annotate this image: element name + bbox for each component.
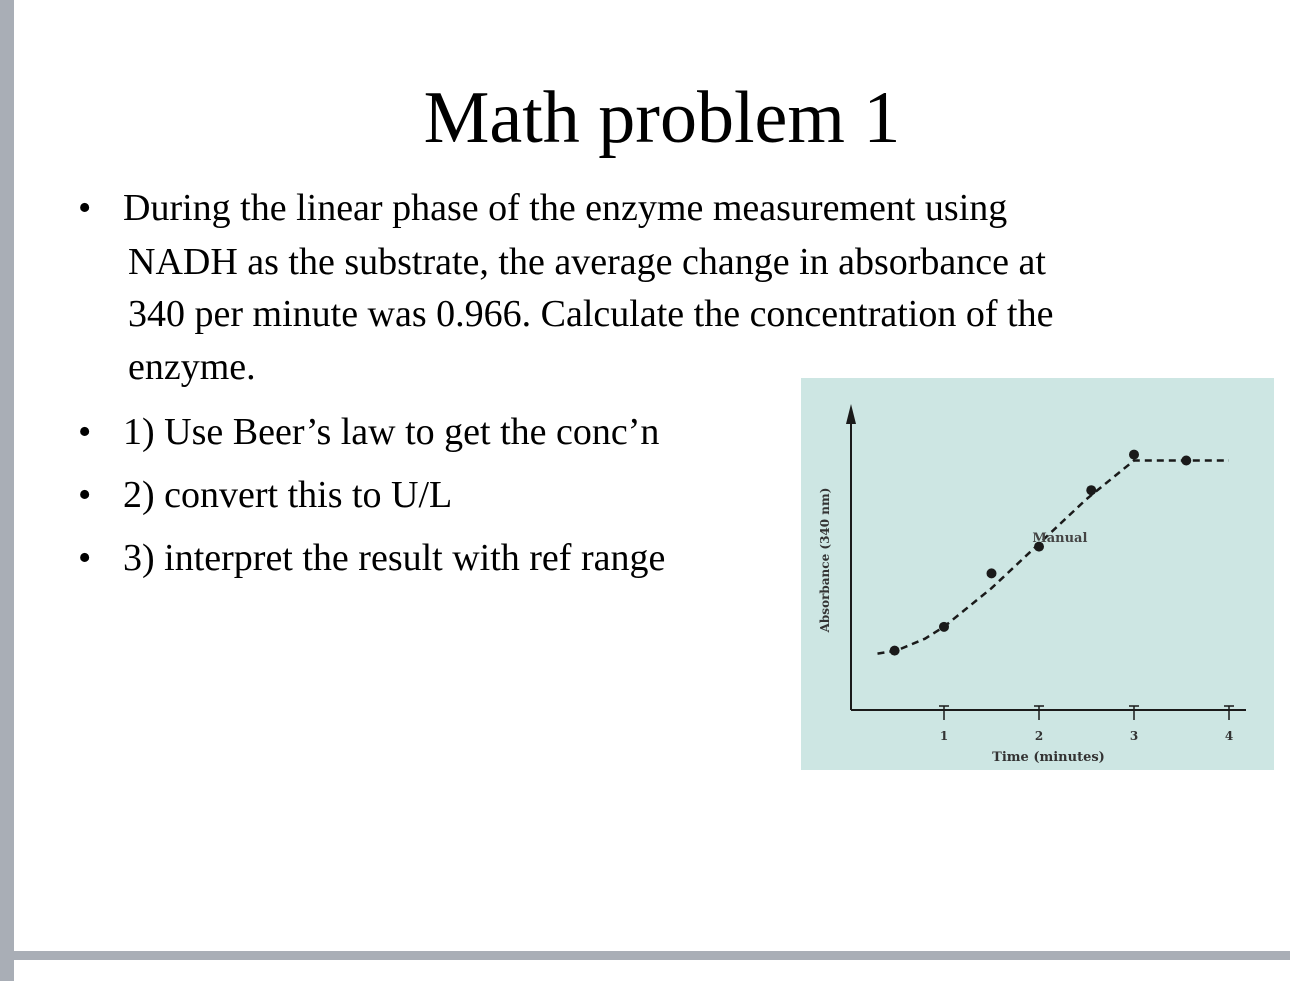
x-tick-label: 1	[939, 729, 949, 743]
bullet-item-1-line-1: During the linear phase of the enzyme measurement using	[123, 187, 1008, 229]
x-axis-label: Time (minutes)	[992, 750, 1105, 765]
data-point	[1129, 450, 1139, 460]
x-tick-label: 4	[1224, 729, 1234, 743]
bullet-item-3-text: 2) convert this to U/L	[123, 474, 453, 516]
x-tick-label: 2	[1034, 729, 1044, 743]
chart-canvas	[801, 378, 1274, 770]
chart-axes	[846, 404, 1246, 720]
x-tick-label: 3	[1129, 729, 1139, 743]
y-axis-arrow	[846, 404, 856, 424]
data-point	[939, 622, 949, 632]
chart-curve-layer	[878, 461, 1230, 654]
bullet-item-2-text: 1) Use Beer’s law to get the conc’n	[123, 411, 660, 453]
slide-bottom-border	[14, 951, 1290, 960]
bullet-item-1-line-2: NADH as the substrate, the average change in absorbance at	[128, 241, 1046, 283]
bullet-glyph: •	[78, 537, 92, 579]
bullet-glyph: •	[78, 187, 92, 229]
slide-title: Math problem 1	[423, 77, 901, 159]
chart-annotation-manual: Manual	[1032, 531, 1088, 547]
data-point	[1086, 485, 1096, 495]
bullet-item-1-line-4: enzyme.	[128, 346, 256, 388]
bullet-glyph: •	[78, 411, 92, 453]
chart-points-layer	[890, 450, 1192, 656]
data-point	[890, 646, 900, 656]
chart-text-layer	[818, 488, 1233, 765]
data-point	[987, 568, 997, 578]
data-point	[1181, 456, 1191, 466]
bullet-item-1-line-3: 340 per minute was 0.966. Calculate the concentration of the	[128, 293, 1054, 335]
fitted-curve-dashed	[878, 461, 1230, 654]
bullet-glyph: •	[78, 474, 92, 516]
absorbance-chart	[801, 378, 1274, 770]
bullet-item-4-text: 3) interpret the result with ref range	[123, 537, 666, 579]
y-axis-label: Absorbance (340 nm)	[818, 487, 832, 633]
